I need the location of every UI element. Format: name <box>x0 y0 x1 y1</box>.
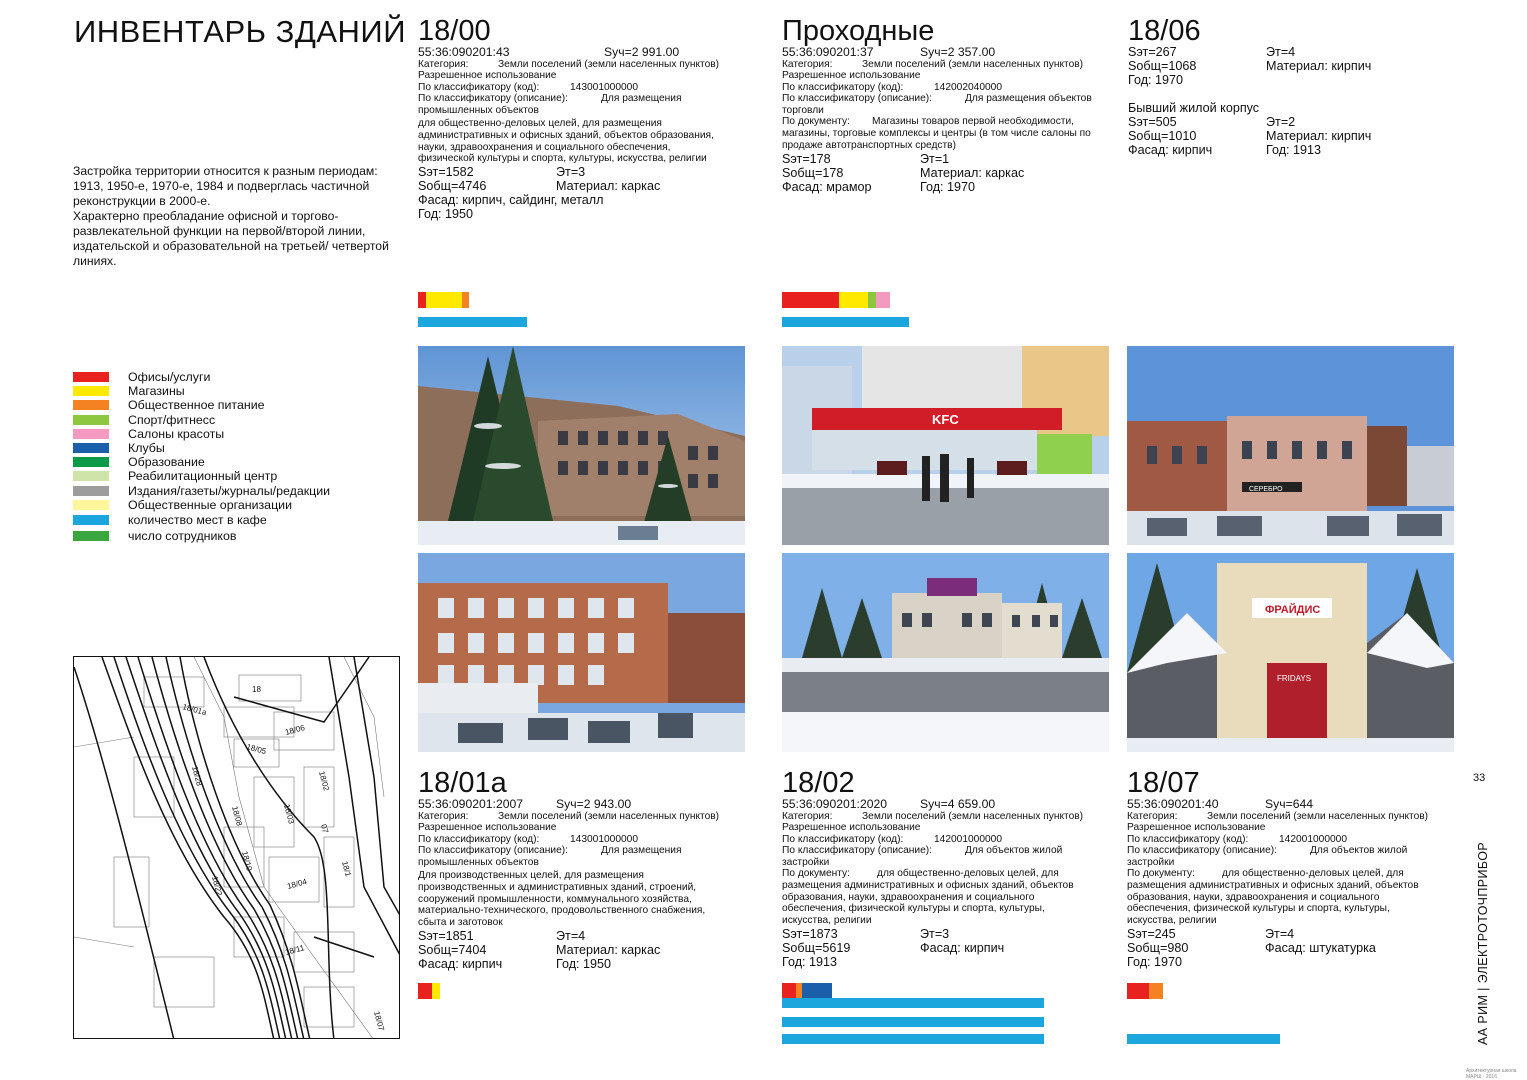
floors: Эт=4 <box>556 929 586 944</box>
photo-18-07-fridays <box>1127 553 1454 752</box>
description-line: административных и офисных зданий, объектов образования, <box>418 130 714 142</box>
legend-item <box>73 398 393 412</box>
photo-18-00-facade <box>418 346 745 545</box>
description-line: продаже автотранспортных средств) <box>782 139 956 151</box>
field-label: Разрешенное использование <box>782 70 921 82</box>
legend-swatch <box>73 457 109 467</box>
function-bar-beauty <box>876 292 890 308</box>
serebro-sign: СЕРЕБРО <box>1249 486 1283 493</box>
floors: Эт=3 <box>920 927 950 942</box>
legend-label: Издания/газеты/журналы/редакции <box>128 483 331 498</box>
legend-label: Общественное питание <box>128 398 265 413</box>
map-label: 18/1 <box>340 860 353 878</box>
field-label: Разрешенное использование <box>418 822 557 834</box>
photo-18-02-building <box>782 553 1109 752</box>
year: Год: 1970 <box>1128 73 1184 87</box>
description-line: науки, здравоохранения и социального обеспечения, <box>418 141 671 153</box>
material: Материал: каркас <box>556 178 661 193</box>
total-area: Sобщ=980 <box>1127 941 1189 956</box>
field-value: 143001000000 <box>570 833 638 845</box>
material: Материал: кирпич <box>1266 129 1372 143</box>
building-number: 18/06 <box>1128 15 1201 47</box>
cadastral-number: 55:36:090201:43 <box>418 45 510 59</box>
facade: Фасад: кирпич <box>1128 143 1213 157</box>
description-line: образования, науки, здравоохранения и социального <box>1127 891 1380 903</box>
legend-label: Реабилитационный центр <box>128 469 278 484</box>
map-label: 18/04 <box>286 877 308 891</box>
field-label: По классификатору (описание): <box>1127 845 1277 857</box>
legend-label: Магазины <box>128 384 185 399</box>
year: Год: 1950 <box>556 957 612 972</box>
building-number: 18/01а <box>418 767 507 799</box>
description-line: Для производственных целей, для размещения <box>418 870 644 882</box>
field-label: Категория: <box>782 810 833 822</box>
legend-swatch <box>73 415 109 425</box>
legend-swatch <box>73 500 109 510</box>
field-value: 142001000000 <box>1279 833 1347 845</box>
facade: Фасад: мрамор <box>782 180 872 195</box>
year: Год: 1950 <box>418 206 474 221</box>
building-18-01a <box>418 768 768 971</box>
field-value: Для размещения объектов <box>965 93 1092 105</box>
field-label: По классификатору (код): <box>418 81 540 93</box>
map-label: 18 <box>252 685 261 694</box>
site-plan-drawing <box>74 657 400 1039</box>
cadastral-number: 55:36:090201:37 <box>782 45 874 59</box>
photo-checkpoints-kfc <box>782 346 1109 545</box>
field-label: По классификатору (описание): <box>418 845 568 857</box>
building-checkpoints <box>782 16 1122 194</box>
floors: Эт=2 <box>1266 115 1296 129</box>
legend-item <box>73 370 393 384</box>
function-bar-sport <box>868 292 876 308</box>
floor-area: Sэт=178 <box>782 152 831 167</box>
legend-swatch <box>73 386 109 396</box>
floors: Эт=3 <box>556 164 586 179</box>
description-line: сбыта и заготовок <box>418 916 503 928</box>
building-18-06 <box>1128 16 1428 157</box>
description-line: торговли <box>782 104 824 116</box>
floor-area: Sэт=1851 <box>418 929 474 944</box>
legend-label: Образование <box>128 455 205 470</box>
field-label: По классификатору (описание): <box>418 93 568 105</box>
legend-label: Салоны красоты <box>128 426 225 441</box>
field-value: Для размещения <box>601 845 682 857</box>
description-line: размещения административных и офисных зданий, объектов <box>782 880 1074 892</box>
floor-area: Sэт=267 <box>1128 45 1177 59</box>
field-value: для общественно-деловых целей, для <box>1222 868 1404 880</box>
map-label: 18/10 <box>240 850 254 872</box>
legend-label: число сотрудников <box>128 528 237 543</box>
legend-item <box>73 512 393 528</box>
floors: Эт=1 <box>920 152 950 167</box>
function-bar-offices <box>418 983 432 999</box>
legend-label: Офисы/услуги <box>128 370 211 385</box>
description-line: обеспечения, физической культуры и спорта, культуры, <box>1127 903 1390 915</box>
kfc-sign: KFC <box>932 412 959 427</box>
description-line: застройки <box>1127 856 1175 868</box>
cafe-seats-bar <box>782 998 1044 1008</box>
description-line: промышленных объектов <box>418 104 539 116</box>
facade: Фасад: кирпич <box>920 941 1005 956</box>
side-label-text: АА РИМ | ЭЛЕКТРОТОЧПРИБОР <box>1476 841 1490 1045</box>
description-line: физической культуры и спорта, культуры, искусства, религии <box>418 153 707 165</box>
legend-item <box>73 427 393 441</box>
legend-item <box>73 455 393 469</box>
legend-label: Общественные организации <box>128 497 293 512</box>
floor-area: Sэт=1582 <box>418 164 474 179</box>
year: Год: 1970 <box>920 180 976 195</box>
legend-item <box>73 413 393 427</box>
function-bar-offices <box>418 292 426 308</box>
field-value: Для объектов жилой <box>965 845 1063 857</box>
photo-18-01a-courtyard <box>418 553 745 752</box>
description-line: сооружений промышленности, коммунального хозяйства, <box>418 893 692 905</box>
year: Год: 1913 <box>782 955 838 970</box>
field-label: По классификатору (описание): <box>782 845 932 857</box>
field-value: Земли поселений (земли населенных пунктов) <box>862 58 1084 70</box>
field-value: Для объектов жилой <box>1310 845 1408 857</box>
field-value: Земли поселений (земли населенных пунктов) <box>498 810 720 822</box>
field-label: По классификатору (код): <box>418 833 540 845</box>
field-label: По классификатору (описание): <box>782 93 932 105</box>
total-area: Sобщ=1010 <box>1128 129 1197 143</box>
description-line: размещения административных и офисных зданий, объектов <box>1127 880 1419 892</box>
side-label <box>1472 841 1494 1045</box>
function-bar-shops <box>839 292 868 308</box>
field-value: 142002040000 <box>934 81 1002 93</box>
building-18-07 <box>1127 768 1457 969</box>
cadastral-number: 55:36:090201:2020 <box>782 797 888 811</box>
building-number: Проходные <box>782 15 935 47</box>
cafe-seats-bar <box>782 317 909 327</box>
map-label: 18/07 <box>372 1010 386 1032</box>
intro-paragraph-1: Застройка территории относится к разным периодам: 1913, 1950-е, 1970-е, 1984 и подверглась частичной реконструкции в 2000-е. <box>73 164 378 208</box>
function-bar-offices <box>782 983 796 999</box>
map-label: 18/02 <box>317 770 331 792</box>
field-label: По документу: <box>1127 868 1195 880</box>
description-line: материально-технического, продовольственного снабжения, <box>418 905 706 917</box>
fridays-sign: FRIDAYS <box>1277 674 1312 683</box>
plot-area: Sуч=4 659.00 <box>920 797 996 811</box>
intro-paragraph-2: Характерно преобладание офисной и торгово-развлекательной функции на первой/второй линии, издательской и образовательной на третьей/ четвертой линиях. <box>73 209 389 268</box>
total-area: Sобщ=5619 <box>782 941 851 956</box>
fraidis-sign: ФРАЙДИС <box>1265 604 1321 616</box>
building-18-00 <box>418 16 768 221</box>
plot-area: Sуч=2 943.00 <box>556 797 632 811</box>
map-label: 18/05 <box>245 742 268 757</box>
map-label: 18/06 <box>284 723 306 737</box>
map-label: 18/03 <box>282 803 296 825</box>
field-label: Разрешенное использование <box>1127 822 1266 834</box>
field-label: По классификатору (код): <box>1127 833 1249 845</box>
site-plan-map <box>73 656 400 1039</box>
legend-swatch <box>73 429 109 439</box>
legend-swatch <box>73 531 109 541</box>
function-bar-shops <box>432 983 440 999</box>
field-value: Земли поселений (земли населенных пунктов) <box>498 58 720 70</box>
field-value: 142001000000 <box>934 833 1002 845</box>
building-number: 18/00 <box>418 15 491 47</box>
map-label: 18/28 <box>190 765 204 787</box>
function-bar-food <box>462 292 469 308</box>
cadastral-number: 55:36:090201:2007 <box>418 797 524 811</box>
legend-item <box>73 484 393 498</box>
facade: Фасад: кирпич <box>418 957 503 972</box>
legend-swatch <box>73 486 109 496</box>
total-area: Sобщ=7404 <box>418 943 487 958</box>
legend-swatch <box>73 515 109 525</box>
legend-label: Спорт/фитнесс <box>128 412 216 427</box>
field-value: Земли поселений (земли населенных пунктов) <box>862 810 1084 822</box>
total-area: Sобщ=4746 <box>418 178 487 193</box>
year: Год: 1970 <box>1127 955 1183 970</box>
legend <box>73 370 393 544</box>
material: Материал: каркас <box>920 166 1025 181</box>
footer-note: Архитектурная школа МАРШ · 2016 <box>1466 1068 1517 1080</box>
legend-swatch <box>73 471 109 481</box>
description-line: производственных и административных зданий, строений, <box>418 882 697 894</box>
field-label: Категория: <box>782 58 833 70</box>
year: Год: 1913 <box>1266 143 1322 157</box>
cafe-seats-bar <box>418 317 527 327</box>
legend-item <box>73 441 393 455</box>
function-bar-clubs <box>802 983 832 999</box>
legend-item <box>73 528 393 544</box>
function-bar-offices <box>782 292 839 308</box>
field-label: Разрешенное использование <box>418 70 557 82</box>
description-line: промышленных объектов <box>418 856 539 868</box>
building-18-02 <box>782 768 1122 969</box>
field-value: Для размещения <box>601 93 682 105</box>
total-area: Sобщ=1068 <box>1128 59 1197 73</box>
floors: Эт=4 <box>1266 45 1296 59</box>
map-label: 18/08 <box>230 805 244 827</box>
map-label: 18/22 <box>210 875 224 897</box>
plot-area: Sуч=2 991.00 <box>604 45 680 59</box>
sub-building-title: Бывший жилой корпус <box>1128 101 1260 115</box>
description-line: искусства, религии <box>782 914 872 926</box>
field-label: По классификатору (код): <box>782 81 904 93</box>
plot-area: Sуч=2 357.00 <box>920 45 996 59</box>
legend-swatch <box>73 400 109 410</box>
floor-area: Sэт=505 <box>1128 115 1177 129</box>
description-line: обеспечения, физической культуры и спорта, культуры, <box>782 903 1045 915</box>
plot-area: Sуч=644 <box>1265 797 1314 811</box>
floors: Эт=4 <box>1265 927 1295 942</box>
description-line: застройки <box>782 856 830 868</box>
field-label: По документу: <box>782 116 850 128</box>
field-label: Категория: <box>418 810 469 822</box>
facade: Фасад: кирпич, сайдинг, металл <box>418 192 604 207</box>
page-number: 33 <box>1473 772 1486 784</box>
cafe-seats-bar <box>782 1034 1044 1044</box>
floor-area: Sэт=245 <box>1127 927 1176 942</box>
function-bar-offices <box>1127 983 1149 999</box>
building-number: 18/07 <box>1127 767 1200 799</box>
field-label: По классификатору (код): <box>782 833 904 845</box>
legend-item <box>73 498 393 512</box>
cadastral-number: 55:36:090201:40 <box>1127 797 1219 811</box>
material: Материал: каркас <box>556 943 661 958</box>
field-value: Магазины товаров первой необходимости, <box>872 116 1074 128</box>
page-title: ИНВЕНТАРЬ ЗДАНИЙ <box>74 14 406 49</box>
description-line: магазины, торговые комплексы и центры (в том числе салоны по <box>782 128 1091 140</box>
field-label: Разрешенное использование <box>782 822 921 834</box>
map-label: 07 <box>319 823 331 835</box>
legend-swatch <box>73 372 109 382</box>
legend-swatch <box>73 443 109 453</box>
cafe-seats-bar <box>782 1017 1044 1027</box>
description-line: образования, науки, здравоохранения и социального <box>782 891 1035 903</box>
material: Материал: кирпич <box>1266 59 1372 73</box>
field-value: 143001000000 <box>570 81 638 93</box>
map-label: 18/01а <box>181 702 208 718</box>
field-value: Земли поселений (земли населенных пунктов) <box>1207 810 1429 822</box>
function-bar-food <box>1149 983 1163 999</box>
field-value: для общественно-деловых целей, для <box>877 868 1059 880</box>
building-number: 18/02 <box>782 767 855 799</box>
legend-item <box>73 469 393 483</box>
function-bar-shops <box>426 292 462 308</box>
description-line: для общественно-деловых целей, для размещения <box>418 118 662 130</box>
legend-label: количество мест в кафе <box>128 512 267 527</box>
legend-item <box>73 384 393 398</box>
intro-text <box>73 164 408 269</box>
facade: Фасад: штукатурка <box>1265 941 1376 956</box>
map-label: 18/11 <box>284 943 306 957</box>
field-label: По документу: <box>782 868 850 880</box>
floor-area: Sэт=1873 <box>782 927 838 942</box>
photo-18-06-building <box>1127 346 1454 545</box>
field-label: Категория: <box>1127 810 1178 822</box>
legend-label: Клубы <box>128 441 165 456</box>
description-line: искусства, религии <box>1127 914 1217 926</box>
cafe-seats-bar <box>1127 1034 1280 1044</box>
field-label: Категория: <box>418 58 469 70</box>
total-area: Sобщ=178 <box>782 166 844 181</box>
